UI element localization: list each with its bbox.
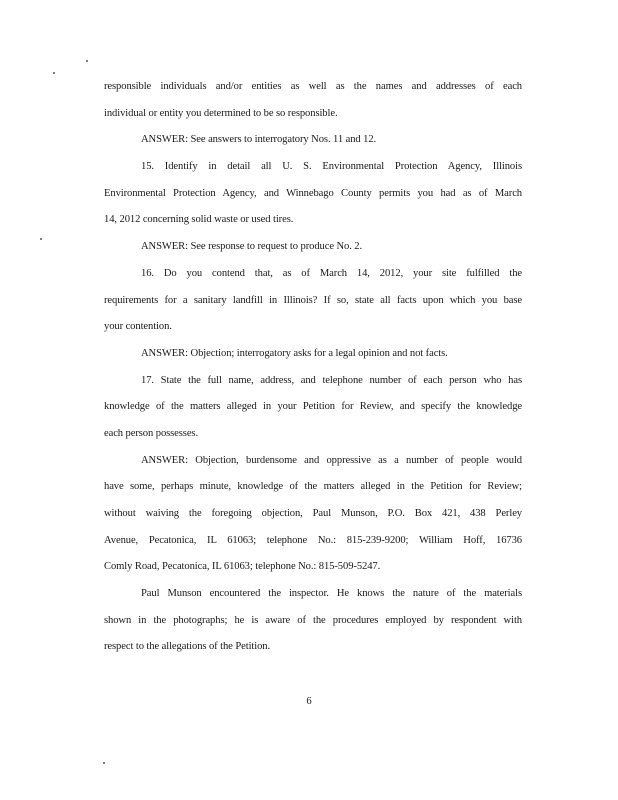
text-line: each person possesses. [104, 427, 199, 439]
interrogatory-16: 16. Do you contend that, as of March 14, 2012, your site fulfilled the [141, 267, 522, 279]
scan-speck [40, 238, 42, 240]
answer-line: ANSWER: Objection, burdensome and oppressive as a number of people would [141, 454, 522, 466]
scan-speck [53, 72, 55, 74]
answer-line: ANSWER: See answers to interrogatory Nos. 11 and 12. [141, 134, 377, 146]
text-line: shown in the photographs; he is aware of the procedures employed by respondent with [104, 614, 522, 626]
scan-speck [86, 60, 88, 62]
text-line: responsible individuals and/or entities as well as the names and addresses of each [104, 81, 522, 92]
scan-speck [103, 762, 105, 764]
text-line: Environmental Protection Agency, and Winnebago County permits you had as of March [104, 187, 522, 199]
text-line: requirements for a sanitary landfill in Illinois? If so, state all facts upon which you base [104, 294, 522, 306]
text-line: individual or entity you determined to be so responsible. [104, 107, 338, 119]
answer-line: ANSWER: See response to request to produce No. 2. [141, 241, 363, 253]
answer-line: ANSWER: Objection; interrogatory asks for a legal opinion and not facts. [141, 347, 448, 359]
text-line: have some, perhaps minute, knowledge of the matters alleged in the Petition for Review; [104, 481, 522, 493]
text-line: respect to the allegations of the Petition. [104, 641, 271, 653]
text-line: Comly Road, Pecatonica, IL 61063; telephone No.: 815-509-5247. [104, 561, 381, 573]
text-line: Avenue, Pecatonica, IL 61063; telephone No.: 815-239-9200; William Hoff, 16736 [104, 534, 522, 546]
text-line: your contention. [104, 321, 172, 333]
text-line: without waiving the foregoing objection, Paul Munson, P.O. Box 421, 438 Perley [104, 508, 522, 519]
text-line: knowledge of the matters alleged in your Petition for Review, and specify the knowledge [104, 401, 522, 413]
interrogatory-17: 17. State the full name, address, and telephone number of each person who has [141, 374, 522, 386]
interrogatory-15: 15. Identify in detail all U. S. Environmental Protection Agency, Illinois [141, 161, 522, 173]
document-body [104, 74, 522, 661]
text-line: 14, 2012 concerning solid waste or used tires. [104, 214, 294, 226]
paragraph-line: Paul Munson encountered the inspector. He knows the nature of the materials [141, 588, 522, 600]
page-number: 6 [306, 696, 312, 707]
